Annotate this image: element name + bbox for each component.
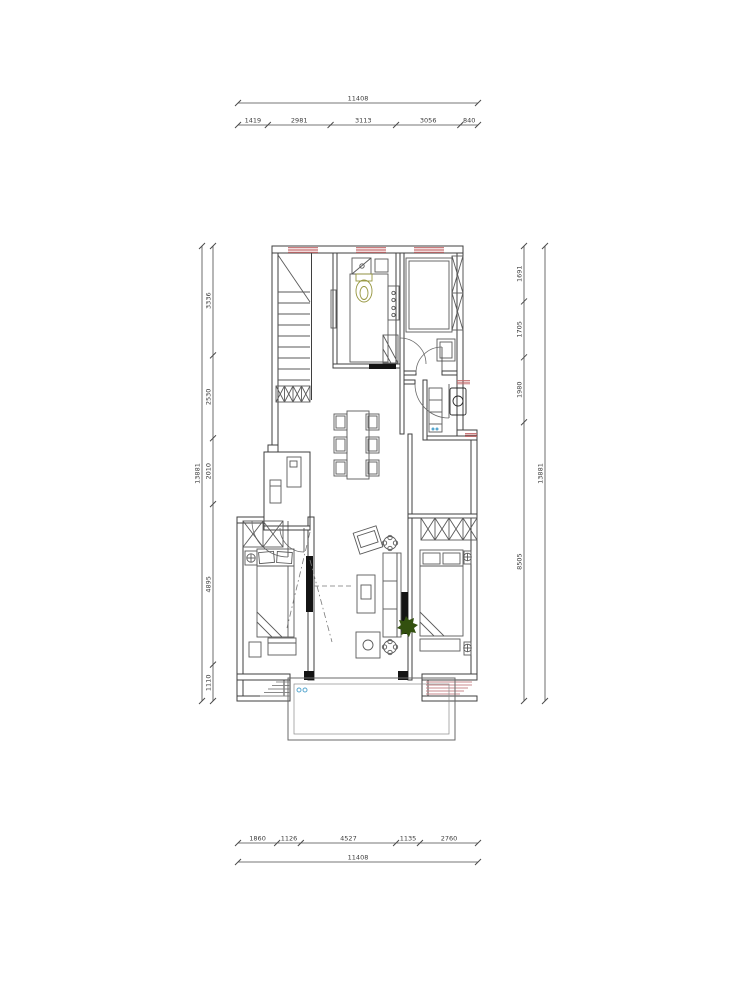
tatami-bed: [406, 258, 452, 332]
hob-box: [375, 259, 388, 272]
sofa-end-table-bottom: [382, 639, 397, 654]
bed-bench-master: [268, 638, 296, 655]
door-tatami-room: [416, 347, 442, 373]
dim-left-seg-0: 3336: [204, 292, 213, 309]
dining-set: [334, 411, 379, 479]
dim-right-seg-0: 1691: [515, 265, 524, 282]
dim-bottom-seg-0: 1860: [249, 834, 266, 843]
armchair: [353, 526, 383, 554]
dim-left-seg-3: 4895: [204, 576, 213, 593]
nightstand-master-bottom: [249, 642, 261, 657]
drain-symbol-1: [297, 688, 301, 692]
study-chair: [270, 480, 281, 503]
master-bed: [257, 549, 294, 637]
dim-bottom-total: 11408: [347, 853, 369, 862]
closet-bedroom2: [421, 518, 477, 540]
dim-top-seg-3: 3056: [419, 116, 437, 125]
study-room: [270, 457, 301, 503]
room2-bottom-wall-b: [442, 371, 457, 375]
door-study: [280, 528, 304, 552]
bedroom2: [420, 518, 477, 655]
dining-chairs: [334, 414, 379, 476]
poche-balcony-right: [398, 671, 408, 680]
windows: [260, 248, 477, 696]
dim-left: [194, 243, 217, 704]
dim-top-seg-1: 2981: [290, 116, 308, 125]
dim-right-seg-1: 1705: [515, 321, 524, 338]
lamp-master: [247, 554, 255, 562]
poche-balcony-left: [304, 671, 314, 680]
dim-bottom-seg-2: 4527: [340, 834, 357, 843]
left-wing-left-wall: [237, 523, 243, 700]
left-wing-top-wall: [237, 517, 264, 523]
bed2: [420, 550, 463, 636]
low-table: [356, 632, 380, 658]
projection-lines: [287, 532, 354, 642]
bottom-left-wall: [237, 674, 290, 680]
toilet: [356, 274, 372, 302]
study-bump: [268, 445, 278, 452]
dim-top-seg-0: 1419: [244, 116, 262, 125]
bedroom2-left-wall: [408, 518, 412, 680]
balcony: [288, 678, 455, 740]
right-wall-lower: [471, 437, 477, 680]
sofa-end-table-top: [382, 535, 397, 550]
dim-right: [516, 243, 549, 704]
room2-bottom-wall-a: [404, 371, 416, 375]
vanity: [429, 388, 442, 432]
bottom-left-outer-wall: [237, 696, 290, 701]
wardrobe-master: [243, 521, 283, 547]
drain-symbol-2: [303, 688, 307, 692]
study-bottom-wall: [264, 526, 310, 530]
desk: [287, 457, 301, 487]
dim-bottom-seg-3: 1135: [399, 834, 417, 843]
plant: [397, 616, 418, 637]
coffee-table: [357, 575, 375, 613]
dim-right-seg-2: 1980: [515, 381, 524, 399]
dimension-lines: [194, 95, 549, 866]
tatami-room: [406, 256, 463, 361]
counter: [350, 274, 388, 362]
staircase: [278, 255, 310, 380]
dim-top-seg-2: 3113: [355, 116, 372, 125]
bedroom2-top-wall: [408, 514, 477, 518]
dim-bottom-seg-4: 2760: [440, 834, 458, 843]
dim-left-seg-1: 2530: [204, 388, 213, 406]
bed-bench-2: [420, 639, 460, 651]
dim-left-total: 13881: [193, 463, 202, 484]
lamp-2-top: [464, 553, 472, 561]
dim-left-seg-4: 1110: [204, 674, 213, 692]
lamp-2-bottom: [464, 644, 472, 652]
dim-bottom: [235, 835, 481, 866]
dim-top-total: 11408: [347, 94, 369, 103]
poche-kitchen: [369, 364, 396, 369]
stair-hatch-cabinet: [276, 386, 310, 402]
left-wall-upper: [272, 253, 278, 452]
dim-left-seg-2: 2010: [204, 462, 213, 480]
stair-break-line: [278, 255, 310, 302]
dim-bottom-seg-1: 1126: [280, 834, 298, 843]
dim-right-total: 13881: [536, 463, 545, 484]
kitchen: [331, 258, 399, 363]
hall-wall-upper: [400, 253, 404, 434]
dim-top-seg-4: 840: [462, 116, 476, 125]
bottom-right-wall: [422, 674, 477, 680]
poche-master: [306, 556, 313, 612]
dim-top: [235, 95, 481, 129]
bottom-right-outer-wall: [422, 696, 477, 701]
sofa: [383, 553, 401, 637]
door-bathroom: [415, 384, 449, 418]
corridor-wall: [408, 434, 412, 518]
dim-right-seg-3: 8505: [515, 553, 524, 570]
bath-left-wall: [423, 380, 427, 440]
bath-top-wall: [404, 380, 415, 384]
doors: [252, 338, 449, 557]
